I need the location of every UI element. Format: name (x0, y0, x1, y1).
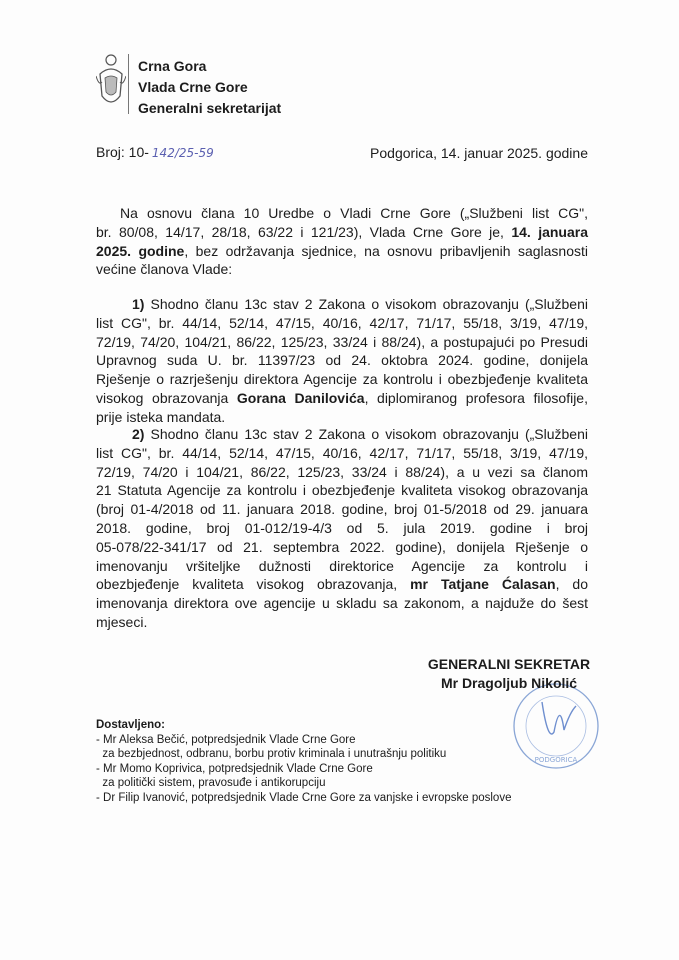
signature-block (400, 655, 618, 693)
text-line (96, 223, 588, 242)
text-segment: , do (555, 576, 588, 593)
bold-text: 2) (132, 426, 145, 442)
text-line (96, 408, 588, 427)
text-segment: većine članova Vlade: (96, 261, 233, 278)
text-segment: 72/19, 74/20 i 104/21, 86/22, 125/23, 33/24 i 88/24), a u vezi sa članom (96, 463, 588, 480)
text-line (96, 242, 588, 261)
distribution-item: - Mr Momo Koprivica, potpredsjednik Vlade Crne Gore (96, 762, 373, 775)
text-line (96, 519, 588, 538)
text-line (96, 557, 588, 576)
bold-text: mr Tatjane Ćalasan (410, 576, 556, 593)
header-department: Generalni sekretarijat (138, 100, 282, 116)
header-country: Crna Gora (138, 58, 207, 74)
distribution-list (96, 718, 511, 805)
text-segment: Upravnog suda U. br. 11397/23 od 24. oktobra 2024. godine, donijela (96, 352, 588, 369)
text-line (96, 260, 588, 279)
text-line (96, 500, 588, 519)
text-line (96, 463, 588, 482)
text-segment: 72/19, 74/20, 104/21, 86/22, 125/23, 33/24 i 88/24), a postupajući po Presudi (96, 333, 588, 350)
text-segment: prije isteka mandata. (96, 408, 226, 425)
text-line (96, 613, 588, 632)
text-line (96, 444, 588, 463)
bold-text: 2025. godine (96, 242, 185, 259)
text-segment: 2018. godine, broj 01-012/19-4/3 od 5. jula 2019. godine i broj (96, 519, 588, 536)
text-line (96, 333, 588, 352)
text-segment: mjeseci. (96, 613, 148, 630)
coat-of-arms-logo (96, 52, 126, 112)
text-segment: , bez održavanja sjednice, na osnovu pribavljenih saglasnosti (184, 242, 588, 259)
text-segment: , diplomiranog profesora filosofije, (364, 389, 588, 406)
distribution-item: za politički sistem, pravosuđe i antikorupciju (96, 777, 326, 789)
place-date: Podgorica, 14. januar 2025. godine (370, 145, 588, 161)
header-divider (128, 54, 129, 114)
text-line (96, 351, 588, 370)
text-line (96, 370, 588, 389)
text-line (96, 481, 588, 500)
intro-paragraph (96, 204, 588, 279)
text-segment: Na osnovu člana 10 Uredbe o Vladi Crne Gore („Službeni list CG", (120, 205, 588, 221)
distribution-item: - Dr Filip Ivanović, potpredsjednik Vlade Crne Gore za vanjske i evropske poslove (96, 791, 512, 804)
text-line (96, 575, 588, 594)
text-segment: 21 Statuta Agencije za kontrolu i obezbjeđenje kvaliteta visokog obrazovanja (96, 482, 588, 499)
distribution-item: za bezbjednost, odbranu, borbu protiv kriminala i unutrašnju politiku (96, 748, 447, 760)
text-segment: (broj 01-4/2018 od 11. januara 2018. godine, broj 01-5/2018 od 29. januara (96, 501, 588, 518)
text-segment: list CG", br. 44/14, 52/14, 47/15, 40/16, 42/17, 71/17, 55/18, 3/19, 47/19, (96, 314, 588, 331)
bold-text: Gorana Danilovića (236, 389, 365, 406)
reference-label: Broj: 10- (96, 144, 149, 160)
text-segment: br. 80/08, 14/17, 28/18, 63/22 i 121/23), Vlada Crne Gore je, (96, 223, 512, 240)
text-segment: Shodno članu 13c stav 2 Zakona o visokom obrazovanju („Službeni (144, 426, 588, 442)
text-line (96, 425, 588, 444)
signature-name: Mr Dragoljub Nikolić (440, 675, 578, 691)
handwritten-number: 142/25-59 (151, 146, 214, 160)
official-stamp (512, 682, 600, 770)
text-segment: imenovanja direktora ove agencije u skladu sa zakonom, a najduže do šest (96, 595, 588, 612)
text-segment: Rješenje o razrješenju direktora Agencije za kontrolu i obezbjeđenje kvaliteta (96, 371, 588, 388)
item-2-paragraph (96, 425, 588, 632)
text-line (96, 538, 588, 557)
text-segment: visokog obrazovanja (96, 389, 237, 406)
header-government: Vlada Crne Gore (138, 79, 248, 95)
item-1-paragraph (96, 295, 588, 427)
text-segment: Shodno članu 13c stav 2 Zakona o visokom obrazovanju („Službeni (144, 296, 588, 312)
bold-text: 1) (132, 296, 145, 312)
text-segment: 05-078/22-341/17 od 21. septembra 2022. godine), donijela Rješenje o (96, 538, 588, 555)
distribution-title: Dostavljeno: (96, 719, 166, 731)
text-line (96, 314, 588, 333)
svg-text:PODGORICA: PODGORICA (534, 756, 578, 764)
text-line (96, 295, 588, 314)
bold-text: 14. januara (511, 223, 589, 240)
text-line (96, 594, 588, 613)
text-segment: list CG", br. 44/14, 52/14, 47/15, 40/16, 42/17, 71/17, 55/18, 3/19, 47/19, (96, 444, 588, 461)
reference-number (96, 144, 214, 160)
text-line (96, 204, 588, 223)
distribution-item: - Mr Aleksa Bečić, potpredsjednik Vlade Crne Gore (96, 733, 356, 746)
text-segment: obezbjeđenje kvaliteta visokog obrazovanja, (96, 576, 411, 593)
signature-title: GENERALNI SEKRETAR (427, 656, 591, 672)
text-line (96, 389, 588, 408)
text-segment: imenovanju vršiteljke dužnosti direktorice Agencije za kontrolu i (96, 557, 588, 574)
